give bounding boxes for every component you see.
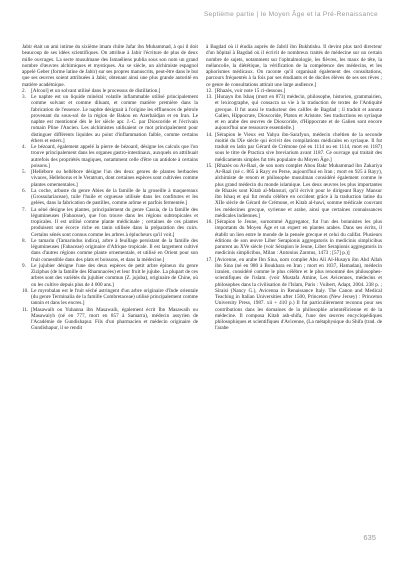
footnote	[206, 132, 382, 163]
footnote-number: 4.	[22, 144, 26, 150]
footnote-text: [Avicenne, en arabe Ibn Sina, nom complet Abu Ali Al-Husayn ibn Abd Allah ibn Sina (né en 980 à Boukhara en Iran ; mort en 1037, Hamadan), médecin iranien, considéré comme le plus célèbre et le plus renommé des philosophes-scientifiques de l'islam. (voir Mustafa Amine, Les Avicennes, médecins et philosophes dans la civilisation de l'Islam, Paris : Vuibert, Adapt, 2004. 238 p. ; Siraisi (Nancy G.), Avicenna in Renaissance Italy. The Canon and Medical Teaching in Italian Universities after 1500, Princeton (New Jersey) : Princeton University Press, 1987. xii + 410 p.) Il fut particulièrement reconnu pour ses contributions dans les domaines de la philosophie aristotélicienne et de la médecine. Il composa Kitab ash-shifa, l'une des œuvres encyclopédiques philosophiques et scientifiques d'Avicenne, (La métaphysique du Shifa (trad. de l'arabe	[215, 256, 382, 332]
footnote-text: Le naphte est un liquide minéral volatile inflammable utilisé principalement comme solvant et comme diluant, et comme matière première dans la fabrication de l'essence. Le naphte désignait à l'origine les effluences de pétrole provenant du sous-sol de la région de Bakou en Azerbaïdjan et en Iran. Le naphte est mentionné dès le Ier siècle apr. J.-C. par Dioscoride et l'écrivain romain Pline l'Ancien. Les alchimistes utilisaient ce mot principalement pour distinguer différents liquides au point d'inflammation faible, comme certains éthers et esters.]	[31, 94, 198, 144]
footnote-number: 11.	[22, 306, 29, 313]
footnote-text: Le myrobalan est le fruit séché astringent d'un arbre originaire d'Inde orientale (du genre Terminalia de la famille Combretaceae) utilisé principalement comme tannin et dans les encres.]	[31, 287, 198, 307]
footnote-text: [Sérapion le Jeune, surnommé Aggregator, fut l'un des botanistes les plus importants du Moyen Âge et un expert en plantes arabes. Dans ses écrits, il établit un lien entre le monde de la pensée grecque et celui du califat. Plusieurs éditions de son œuvre Liber Serapionis aggregatoris in medicinis simplicibus parurent au XVe siècle (voir Sérapion le Jeune, Liber Serapionis aggregatoris in medicinis simplicibus, Milan : Antonius Zarotus, 1473 ; [57] p.)]	[215, 219, 382, 257]
footnote-number: 10.	[22, 287, 29, 294]
footnote	[22, 94, 198, 144]
footnote-number: 3.	[22, 94, 26, 100]
footnote-number: 17.	[206, 256, 213, 263]
footnote	[22, 188, 198, 207]
text-columns	[22, 44, 382, 526]
intro-paragraph: Jabir était un ami intime du sixième imam chiite Jafar ibn Muhammad, à qui il doit beaucoup de ses idées scientifiques. On attribue à Jabir l'écriture de plus de deux mille ouvrages. La secte musulmane des Ismaéliens publia sous son nom un grand nombre d'œuvres alchimiques et mystiques. Au xe siècle, un alchimiste espagnol appelé Geber (forme latine de Jabir) sur ses propres manuscrits, peut-être dans le but que ses œuvres soient attribuées à Jabir, obtenant ainsi une plus grande autorité en matière académique.	[22, 44, 198, 88]
footnote-number: 9.	[22, 262, 26, 269]
footnote-number: 7.	[22, 206, 26, 213]
footnote	[22, 288, 198, 307]
footnote-text: [Sérapion le Vieux est Yahya ibn-Sarafyun, médecin chrétien de la seconde moitié du IXe siècle qui écrivit des compilations médicales en syriaque. Il fut traduit en latin par Gérard de Crémone (né en 1114 ou en 1114, mort en 1187) sous le titre de Practica sive breviarium avant 1187. Ce ouvrage qui traitait des médicaments simples fut très populaire du Moyen Âge.]	[215, 131, 382, 163]
footnote-text: [Rhazès, voir note 15 ci-dessous.]	[215, 87, 286, 94]
footnote-text: [Masawaih ou Yuhanna ibn Masawaih, également écrit Ibn Masawaih ou Masawaiyh (né en 777, mort en 857 à Samarra), médecin assyrien de l'Académie de Gundishapur. Fils d'un pharmacien et médecin originaire de Gundishapur, il se rendit	[31, 306, 198, 332]
footnote-text: [Rhazès ou Ar-Razi, de son nom complet Abou Bakr Muhammad ibn Zakariya Ar-Razi (né c. 865 à Rayy en Perse, aujourd'hui en Iran ; mort en 925 à Rayy), alchimiste de renom et philosophe musulman considéré également comme le plus grand médecin du monde islamique. Les deux œuvres les plus importantes de Rhazès sont Kitab al-Mansuri, qu'il écrivit pour le dirigeant Rayy Mansur ibn Ishaq et qui fut rendu célèbre en occident grâce à la traduction latine du XIIe siècle de Gérard de Crémone, et Kitab al-hawi, somme médicale couvrant les médecines grecque, syrienne et arabe, ainsi que certaines connaissances médicales indiennes.]	[215, 162, 382, 219]
right-column	[206, 44, 382, 526]
footnote-text: Le tamarin (Tamarindus indica), arbre à feuillage persistant de la famille des légumineuses (Fabaceae) originaire d'Afrique tropicale. Il est largement cultivé dans d'autres régions comme plante ornementale, et utilisé en Orient pour son fruit comestible dans des plats et boissons, et dans la médecine.]	[31, 237, 198, 263]
footnote-number: 12.	[206, 87, 213, 94]
footnote-number: 13.	[206, 94, 213, 100]
footnote	[22, 169, 198, 188]
footnote	[206, 257, 382, 332]
footnote-text: Le jujubier désigne l'une des deux espèces de petit arbre épineux du genre Ziziphus (de la famille des Rhamnacées) et leur fruit le jujube. La plupart de ces arbres sont des variétés du jujubier commun (Z. jujuba), originaire de Chine, où on les cultive depuis plus de 4 000 ans.]	[31, 262, 198, 288]
footnote	[206, 94, 382, 132]
footnote	[22, 263, 198, 288]
footnote	[22, 207, 198, 238]
footnote-number: 6.	[22, 187, 26, 194]
running-header: Septième partie | le Moyen Âge et la Pré-Renaissance	[203, 11, 378, 18]
footnote-number: 2.	[22, 87, 26, 94]
footnote	[22, 238, 198, 263]
footnote-number: 16.	[206, 219, 213, 225]
footnote-number: 5.	[22, 169, 26, 175]
footnote-text: La séné désigne les plantes, principalement du genre Cassia, de la famille des légumineuses (Fabaceae), que l'on trouve dans les régions subtropicales et tropicales. Il est utilisé comme plante médicinale ; certaines de ces plantes produisent une écorce riche en tanin utilisée dans la préparation des cuirs. Certains sénés sont connus comme les arbres à éplucheurs qu'il voit.]	[31, 206, 198, 238]
page-number: 635	[363, 533, 376, 542]
footnote-number: 14.	[206, 131, 213, 138]
footnote-number: 8.	[22, 237, 26, 244]
footnote-text: Le bézoard, également appelé la pierre de bézoard, désigne les calculs que l'on trouve principalement dans les organes gastro-intestinaux, auxquels on attribuait autrefois des propriétés magiques, notamment celle d'être un antidote à certains poisons.]	[31, 144, 198, 169]
footnote	[206, 163, 382, 219]
footnote-text: [Hellébore ou hellébore désigne l'un des deux genres de plantes herbacées vivaces, Helleborus et le Veratrum, dont certaines espèces sont cultivées comme plantes ornementales.]	[31, 169, 198, 188]
continuation-paragraph: à Bagdad où il étudia auprès de Jabril ibn Bukhtishu. Il devint plus tard directeur d'un hôpital à Bagdad où il écrivit de nombreux traités de médecine sur un certain nombre de sujets, notamment sur l'ophtalmologie, les fièvres, les maux de tête, la mélancolie, la diététique, la vérification de la compétence des médecins, et les aphorismes médicaux. On raconte qu'il organisait également des consultations, parcours fréquentés à la fois par ses étudiants et de dociles élèves de ses ses rêves ; ce genre de consultations attirait une large audience.]	[206, 44, 382, 88]
footnote	[22, 144, 198, 169]
footnote-text: [Alcool] et un solvant utilisé dans le processus de distillation.]	[31, 87, 161, 94]
footnote-text: La coche, arbuste du genre Abies de la famille de la groseille à maquereaux (Grossulariaceae), tuile l'huile et orgueuse utilisée dans les confitures et les gelées, dans la fabrication de pastilles, comme arôme et parfois fermentée.]	[31, 187, 198, 207]
footnote-number: 15.	[206, 162, 213, 169]
footnote	[206, 219, 382, 257]
footnote	[22, 307, 198, 332]
footnote-text: [Hunayn ibn Ishaq (mort en 873) médecin, philosophe, historien, grammairien, et lexicographe, qui consacra sa vie à la traduction de textes de l'Antiquité grecque. Il fut aussi le traducteur des califes de Bagdad ; il traduit et annota Galien, Hippocrate, Dioscoride, Platon et Aristote. Ses traductions en syriaque et en arabe des œuvres de Dioscoride, d'Hippocrate et de Galien sont encore aujourd'hui une ressource essentielle.]	[215, 94, 382, 132]
left-column	[22, 44, 198, 526]
